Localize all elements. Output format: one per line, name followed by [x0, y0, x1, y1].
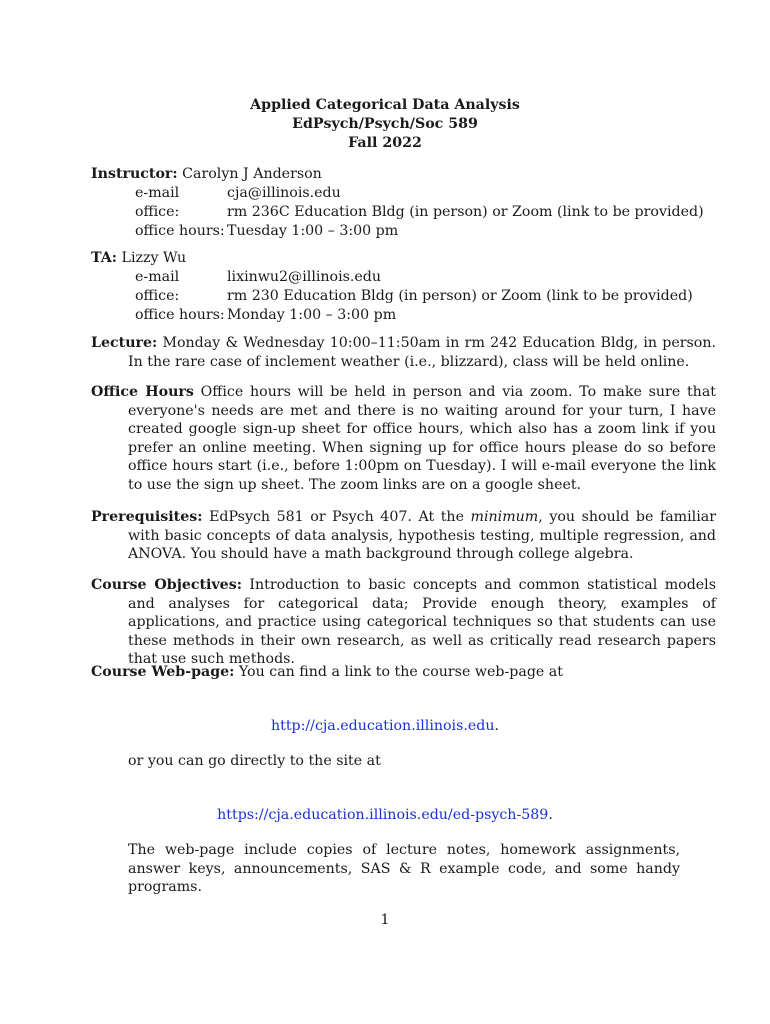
objectives-paragraph: [91, 576, 716, 669]
ta-email-label: e-mail: [135, 268, 180, 285]
prerequisites-label: Prerequisites:: [91, 509, 203, 525]
instructor-section: [91, 165, 704, 241]
page-number: 1: [380, 912, 390, 928]
office-hours-paragraph: [91, 383, 716, 495]
prerequisites-text-end: , you should be familiar with basic concepts of data analysis, hypothesis testing, multiple regression, and ANOVA. You should have a math background through college algebra.: [128, 509, 716, 563]
webpage-intro: You can find a link to the course web-page at: [238, 664, 563, 680]
objectives-text: Introduction to basic concepts and common statistical models and analyses for categorical data; Provide enough theory, examples of applications, and practice using categorical techniques so that students can use these methods in their own research, as well as critically read research papers that use such methods.: [128, 577, 716, 668]
ta-hours-label: office hours:: [135, 306, 225, 323]
course-term: Fall 2022: [348, 135, 422, 151]
office-hours-text: Office hours will be held in person and via zoom. To make sure that everyone's needs are met and there is no waiting around for your turn, I have created google sign-up sheet for office hours, which also has a zoom link if you prefer an online meeting. When signing up for office hours please do so before office hours start (i.e., before 1:00pm on Tuesday). I will e-mail everyone the link to use the sign up sheet. The zoom links are on a google sheet.: [128, 384, 716, 493]
ta-email: lixinwu2@illinois.edu: [227, 268, 382, 285]
lecture-label: Lecture:: [91, 335, 158, 351]
webpage-heading-line: [91, 663, 679, 682]
prerequisites-emphasis: minimum: [470, 509, 539, 525]
ta-office: rm 230 Education Bldg (in person) or Zoom (link to be provided): [227, 287, 693, 304]
prerequisites-paragraph: [91, 508, 716, 564]
office-hours-label: Office Hours: [91, 384, 194, 400]
webpage-closing-paragraph: The web-page include copies of lecture notes, homework assignments, answer keys, announcements, SAS & R example code, and some handy programs.: [128, 842, 680, 896]
webpage-label: Course Web-page:: [91, 664, 235, 680]
instructor-label: Instructor:: [91, 166, 178, 182]
lecture-paragraph: [91, 334, 716, 371]
ta-section: [91, 249, 693, 325]
document-title-block: [0, 96, 770, 153]
instructor-email-label: e-mail: [135, 184, 180, 201]
instructor-hours-label: office hours:: [135, 222, 225, 239]
course-number: EdPsych/Psych/Soc 589: [292, 116, 478, 132]
webpage-or-text: or you can go directly to the site at: [128, 753, 381, 769]
direct-link-line: https://cja.education.illinois.edu/ed-psych-589.: [217, 807, 553, 823]
instructor-name: Carolyn J Anderson: [182, 166, 322, 182]
instructor-email: cja@illinois.edu: [227, 184, 341, 201]
instructor-office: rm 236C Education Bldg (in person) or Zoom (link to be provided): [227, 203, 704, 220]
instructor-hours: Tuesday 1:00 – 3:00 pm: [227, 222, 399, 239]
ta-hours: Monday 1:00 – 3:00 pm: [227, 306, 397, 323]
course-title: Applied Categorical Data Analysis: [250, 97, 520, 113]
ta-name: Lizzy Wu: [121, 250, 187, 266]
ta-label: TA:: [91, 250, 118, 266]
objectives-label: Course Objectives:: [91, 577, 242, 593]
course-webpage-link[interactable]: http://cja.education.illinois.edu: [270, 718, 495, 734]
instructor-office-label: office:: [135, 203, 180, 220]
course-site-link[interactable]: https://cja.education.illinois.edu/ed-psych-589: [217, 807, 549, 823]
prerequisites-text-start: EdPsych 581 or Psych 407. At the: [209, 509, 464, 525]
course-link-line: http://cja.education.illinois.edu.: [270, 718, 499, 734]
lecture-text: Monday & Wednesday 10:00–11:50am in rm 242 Education Bldg, in person. In the rare case of inclement weather (i.e., blizzard), class will be held online.: [128, 335, 716, 370]
ta-office-label: office:: [135, 287, 180, 304]
